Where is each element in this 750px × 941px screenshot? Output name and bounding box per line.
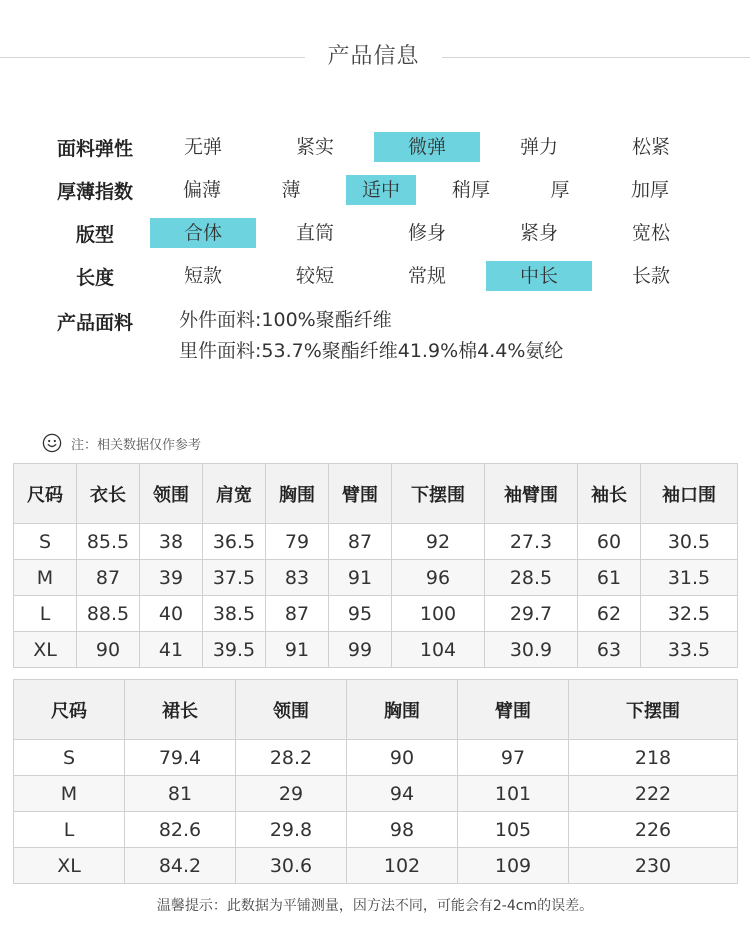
table-cell: L: [14, 812, 125, 848]
column-header: 尺码: [14, 464, 77, 524]
table-cell: 82.6: [125, 812, 236, 848]
size-table-top: [13, 463, 738, 668]
attr-option: 稍厚: [451, 179, 490, 201]
attr-option-selected: 中长: [486, 261, 592, 291]
table-cell: 91: [266, 632, 329, 668]
table-cell: 62: [578, 596, 641, 632]
section-header: [0, 40, 750, 74]
table-cell: 226: [569, 812, 738, 848]
table-cell: 29.7: [485, 596, 578, 632]
table-cell: 109: [458, 848, 569, 884]
fabric-outer: 外件面料:100%聚酯纤维: [179, 309, 392, 331]
table-cell: 88.5: [77, 596, 140, 632]
table-row: [14, 776, 738, 812]
column-header: 裙长: [125, 680, 236, 740]
table-cell: 90: [77, 632, 140, 668]
attr-option-selected: 微弹: [374, 132, 480, 162]
table-cell: 95: [329, 596, 392, 632]
table-row: [14, 812, 738, 848]
table-cell: 100: [392, 596, 485, 632]
column-header: 胸围: [266, 464, 329, 524]
table-cell: S: [14, 524, 77, 560]
table-cell: M: [14, 776, 125, 812]
attr-label: 厚薄指数: [56, 181, 133, 203]
table-row: [14, 848, 738, 884]
table-cell: 83: [266, 560, 329, 596]
measurement-tip: 温馨提示：此数据为平铺测量，因方法不同，可能会有2-4cm的误差。: [156, 898, 594, 914]
table-cell: 40: [140, 596, 203, 632]
column-header: 领围: [140, 464, 203, 524]
table-header-row: [14, 680, 738, 740]
column-header: 胸围: [347, 680, 458, 740]
table-cell: M: [14, 560, 77, 596]
table-cell: 92: [392, 524, 485, 560]
table-cell: 79.4: [125, 740, 236, 776]
table-cell: 41: [140, 632, 203, 668]
table-cell: 31.5: [641, 560, 738, 596]
attr-option: 长款: [631, 265, 670, 287]
smiley-icon: [42, 433, 62, 453]
column-header: 下摆围: [569, 680, 738, 740]
table-cell: 96: [392, 560, 485, 596]
fabric-inner: 里件面料:53.7%聚酯纤维41.9%棉4.4%氨纶: [179, 340, 564, 362]
attr-option: 宽松: [631, 222, 670, 244]
attr-label: 面料弹性: [56, 138, 133, 160]
table-cell: 90: [347, 740, 458, 776]
table-row: [14, 596, 738, 632]
table-cell: 28.2: [236, 740, 347, 776]
attr-option: 短款: [183, 265, 222, 287]
column-header: 肩宽: [203, 464, 266, 524]
table-cell: 30.6: [236, 848, 347, 884]
table-cell: 101: [458, 776, 569, 812]
table-cell: 105: [458, 812, 569, 848]
table-cell: 98: [347, 812, 458, 848]
table-cell: 36.5: [203, 524, 266, 560]
attr-option: 紧实: [295, 136, 334, 158]
table-cell: 28.5: [485, 560, 578, 596]
column-header: 臂围: [329, 464, 392, 524]
attr-option: 松紧: [631, 136, 670, 158]
table-cell: 37.5: [203, 560, 266, 596]
table-cell: 61: [578, 560, 641, 596]
header-divider-left: [0, 57, 305, 58]
table-cell: 91: [329, 560, 392, 596]
table-cell: 230: [569, 848, 738, 884]
attr-label: 长度: [75, 267, 114, 289]
attr-row-length: [0, 261, 750, 291]
note-text: 注：相关数据仅作参考: [71, 437, 202, 453]
table-cell: 218: [569, 740, 738, 776]
table-cell: 63: [578, 632, 641, 668]
table-cell: 102: [347, 848, 458, 884]
column-header: 袖臂围: [485, 464, 578, 524]
table-cell: XL: [14, 632, 77, 668]
table-cell: 94: [347, 776, 458, 812]
attr-row-elasticity: [0, 132, 750, 162]
column-header: 臂围: [458, 680, 569, 740]
table-row: [14, 524, 738, 560]
attr-option-selected: 适中: [346, 175, 416, 205]
section-title: 产品信息: [327, 44, 420, 69]
size-table-bottom: [13, 679, 738, 884]
table-cell: 29: [236, 776, 347, 812]
attr-option: 常规: [407, 265, 446, 287]
attr-option-selected: 合体: [150, 218, 256, 248]
table-cell: S: [14, 740, 125, 776]
attr-option: 偏薄: [182, 179, 221, 201]
table-cell: 33.5: [641, 632, 738, 668]
attr-option: 弹力: [519, 136, 558, 158]
attr-option: 加厚: [630, 179, 669, 201]
table-cell: 27.3: [485, 524, 578, 560]
table-cell: 38.5: [203, 596, 266, 632]
table-cell: 222: [569, 776, 738, 812]
table-cell: 32.5: [641, 596, 738, 632]
table-row: [14, 632, 738, 668]
table-cell: 99: [329, 632, 392, 668]
attr-option: 修身: [407, 222, 446, 244]
column-header: 袖口围: [641, 464, 738, 524]
attr-row-thickness: [0, 175, 750, 205]
table-cell: 87: [266, 596, 329, 632]
attr-option: 厚: [550, 179, 570, 201]
column-header: 衣长: [77, 464, 140, 524]
attr-option: 紧身: [519, 222, 558, 244]
column-header: 尺码: [14, 680, 125, 740]
reference-note: [42, 432, 201, 454]
table-header-row: [14, 464, 738, 524]
table-cell: 60: [578, 524, 641, 560]
attr-row-fabric: [0, 306, 750, 366]
table-cell: 29.8: [236, 812, 347, 848]
table-cell: 87: [329, 524, 392, 560]
column-header: 领围: [236, 680, 347, 740]
attr-row-fit: [0, 218, 750, 248]
table-cell: 85.5: [77, 524, 140, 560]
table-cell: 87: [77, 560, 140, 596]
attr-option: 无弹: [183, 136, 222, 158]
table-cell: L: [14, 596, 77, 632]
table-cell: XL: [14, 848, 125, 884]
attr-option: 直筒: [295, 222, 334, 244]
table-row: [14, 560, 738, 596]
column-header: 袖长: [578, 464, 641, 524]
attr-label: 版型: [75, 224, 114, 246]
attr-option: 较短: [295, 265, 334, 287]
column-header: 下摆围: [392, 464, 485, 524]
attr-option: 薄: [281, 179, 301, 201]
attr-label: 产品面料: [56, 312, 133, 334]
table-row: [14, 740, 738, 776]
table-cell: 30.5: [641, 524, 738, 560]
header-divider-right: [442, 57, 750, 58]
table-cell: 39: [140, 560, 203, 596]
table-cell: 97: [458, 740, 569, 776]
table-cell: 39.5: [203, 632, 266, 668]
table-cell: 30.9: [485, 632, 578, 668]
table-cell: 104: [392, 632, 485, 668]
table-cell: 38: [140, 524, 203, 560]
table-cell: 81: [125, 776, 236, 812]
table-cell: 79: [266, 524, 329, 560]
table-cell: 84.2: [125, 848, 236, 884]
